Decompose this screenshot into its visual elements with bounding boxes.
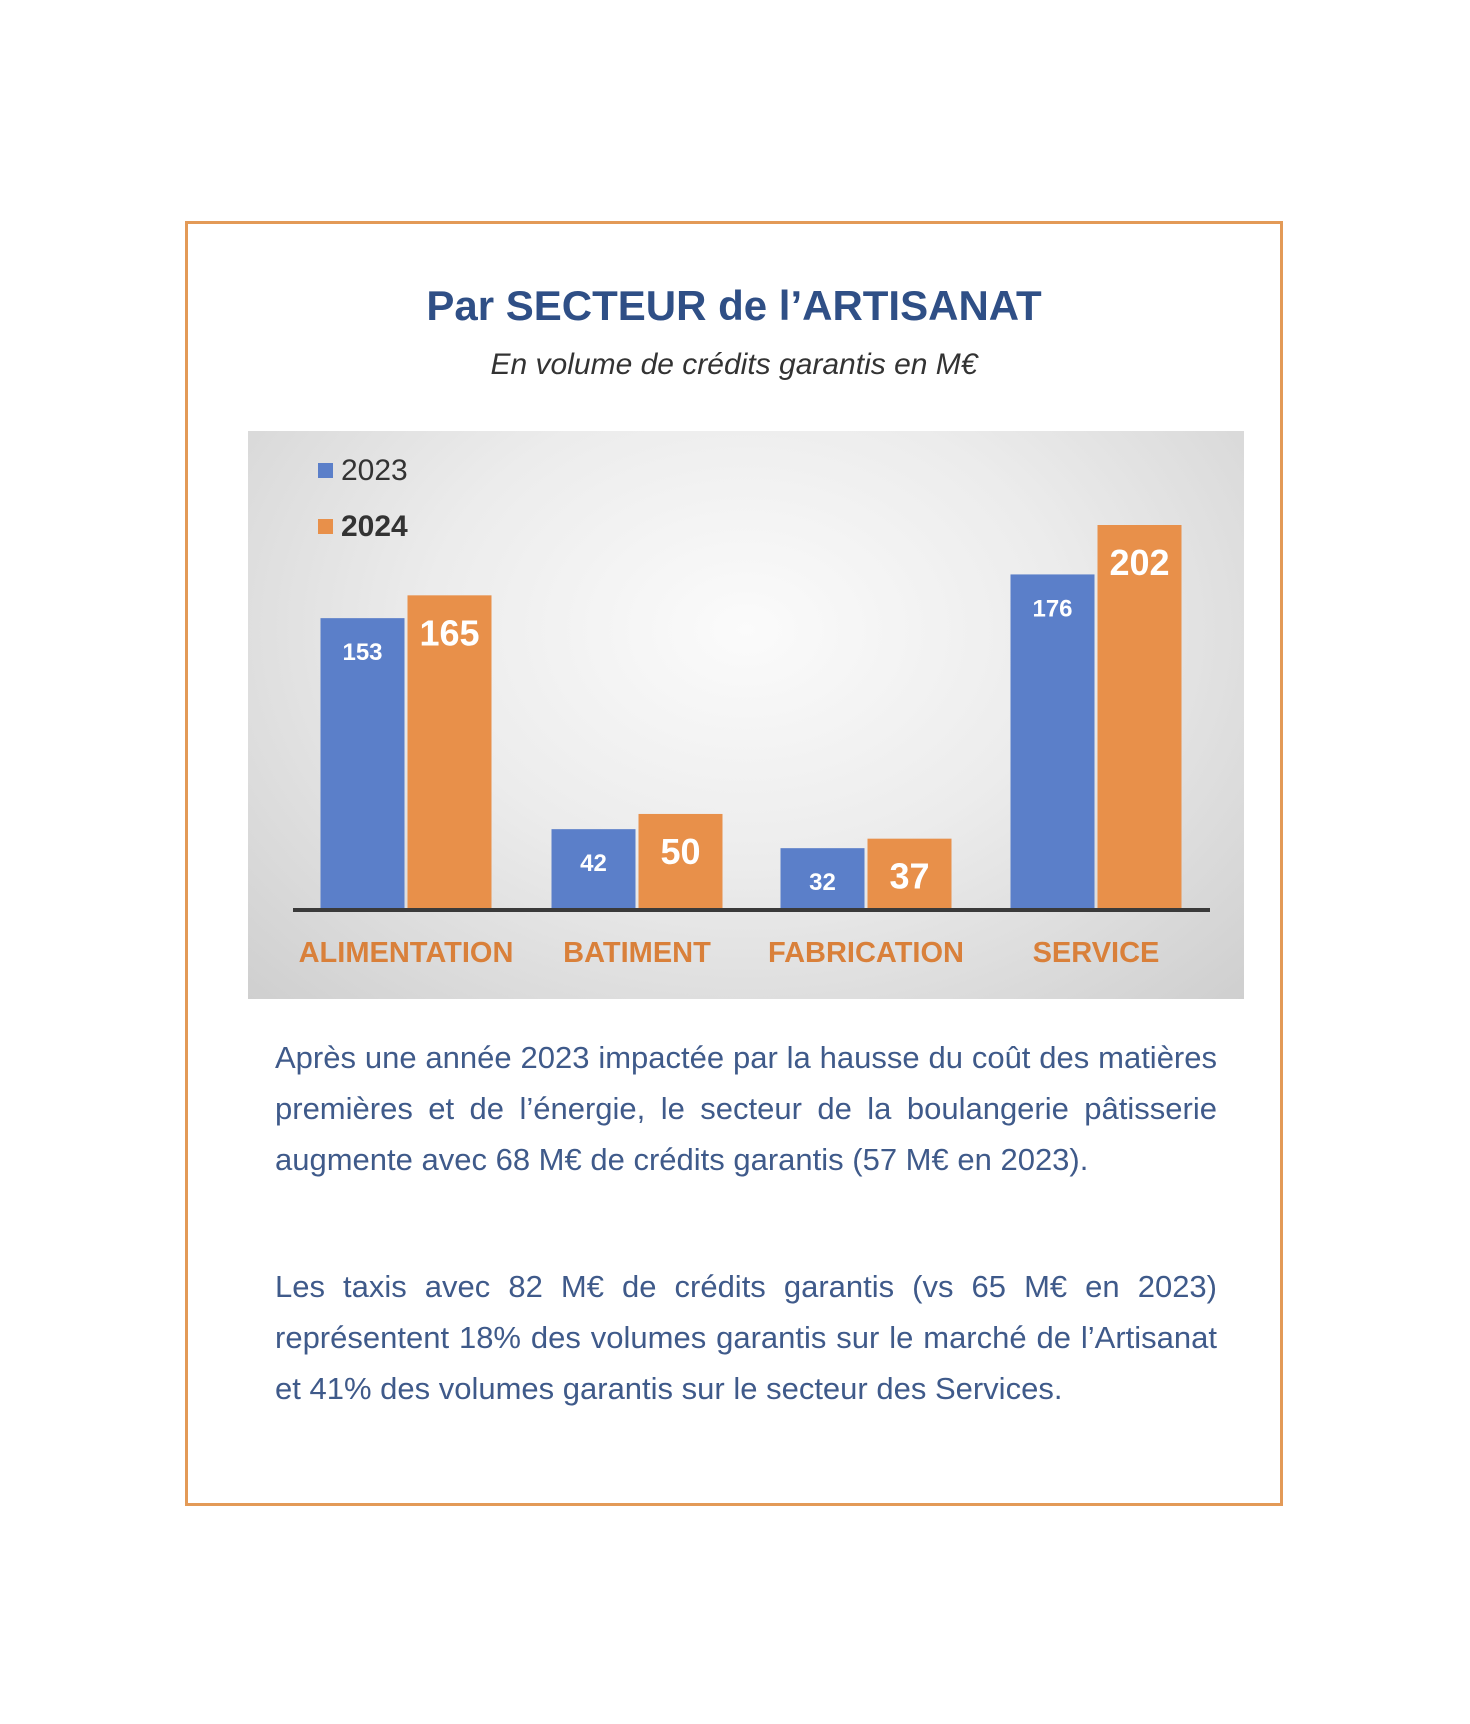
legend-swatch-2024 <box>318 519 333 534</box>
legend-label-2024: 2024 <box>341 510 408 543</box>
data-label-alimentation-2024: 165 <box>419 612 480 654</box>
content-frame <box>185 221 1283 1506</box>
category-label-alimentation: ALIMENTATION <box>298 937 514 969</box>
data-label-service-2023: 176 <box>1032 595 1073 623</box>
category-label-batiment: BATIMENT <box>563 937 711 969</box>
chart-area <box>248 431 1244 999</box>
data-label-batiment-2024: 50 <box>660 830 701 872</box>
data-label-fabrication-2024: 37 <box>889 855 930 897</box>
legend-swatch-2023 <box>318 463 333 478</box>
category-label-service: SERVICE <box>1032 937 1160 969</box>
data-label-alimentation-2023: 153 <box>342 639 383 667</box>
paragraph-boulangerie: Après une année 2023 impactée par la hausse du coût des matières premières et de l’énergie, le secteur de la boulangerie pâtisserie augmente avec 68 M€ de crédits garantis (57 M€ en 2023). <box>275 1040 1217 1177</box>
chart-title: Par SECTEUR de l’ARTISANAT <box>426 282 1042 329</box>
paragraph-taxis: Les taxis avec 82 M€ de crédits garantis (vs 65 M€ en 2023) représentent 18% des volumes garantis sur le marché de l’Artisanat et 41% des volumes garantis sur le secteur des Services. <box>275 1269 1217 1406</box>
chart-subtitle: En volume de crédits garantis en M€ <box>490 348 978 381</box>
data-label-fabrication-2023: 32 <box>809 869 836 897</box>
category-label-fabrication: FABRICATION <box>767 937 965 969</box>
bar-service-2023 <box>1011 574 1095 909</box>
bar-chart <box>248 431 1244 999</box>
data-label-batiment-2023: 42 <box>580 850 607 878</box>
legend-label-2023: 2023 <box>341 454 408 487</box>
data-label-service-2024: 202 <box>1109 542 1170 583</box>
